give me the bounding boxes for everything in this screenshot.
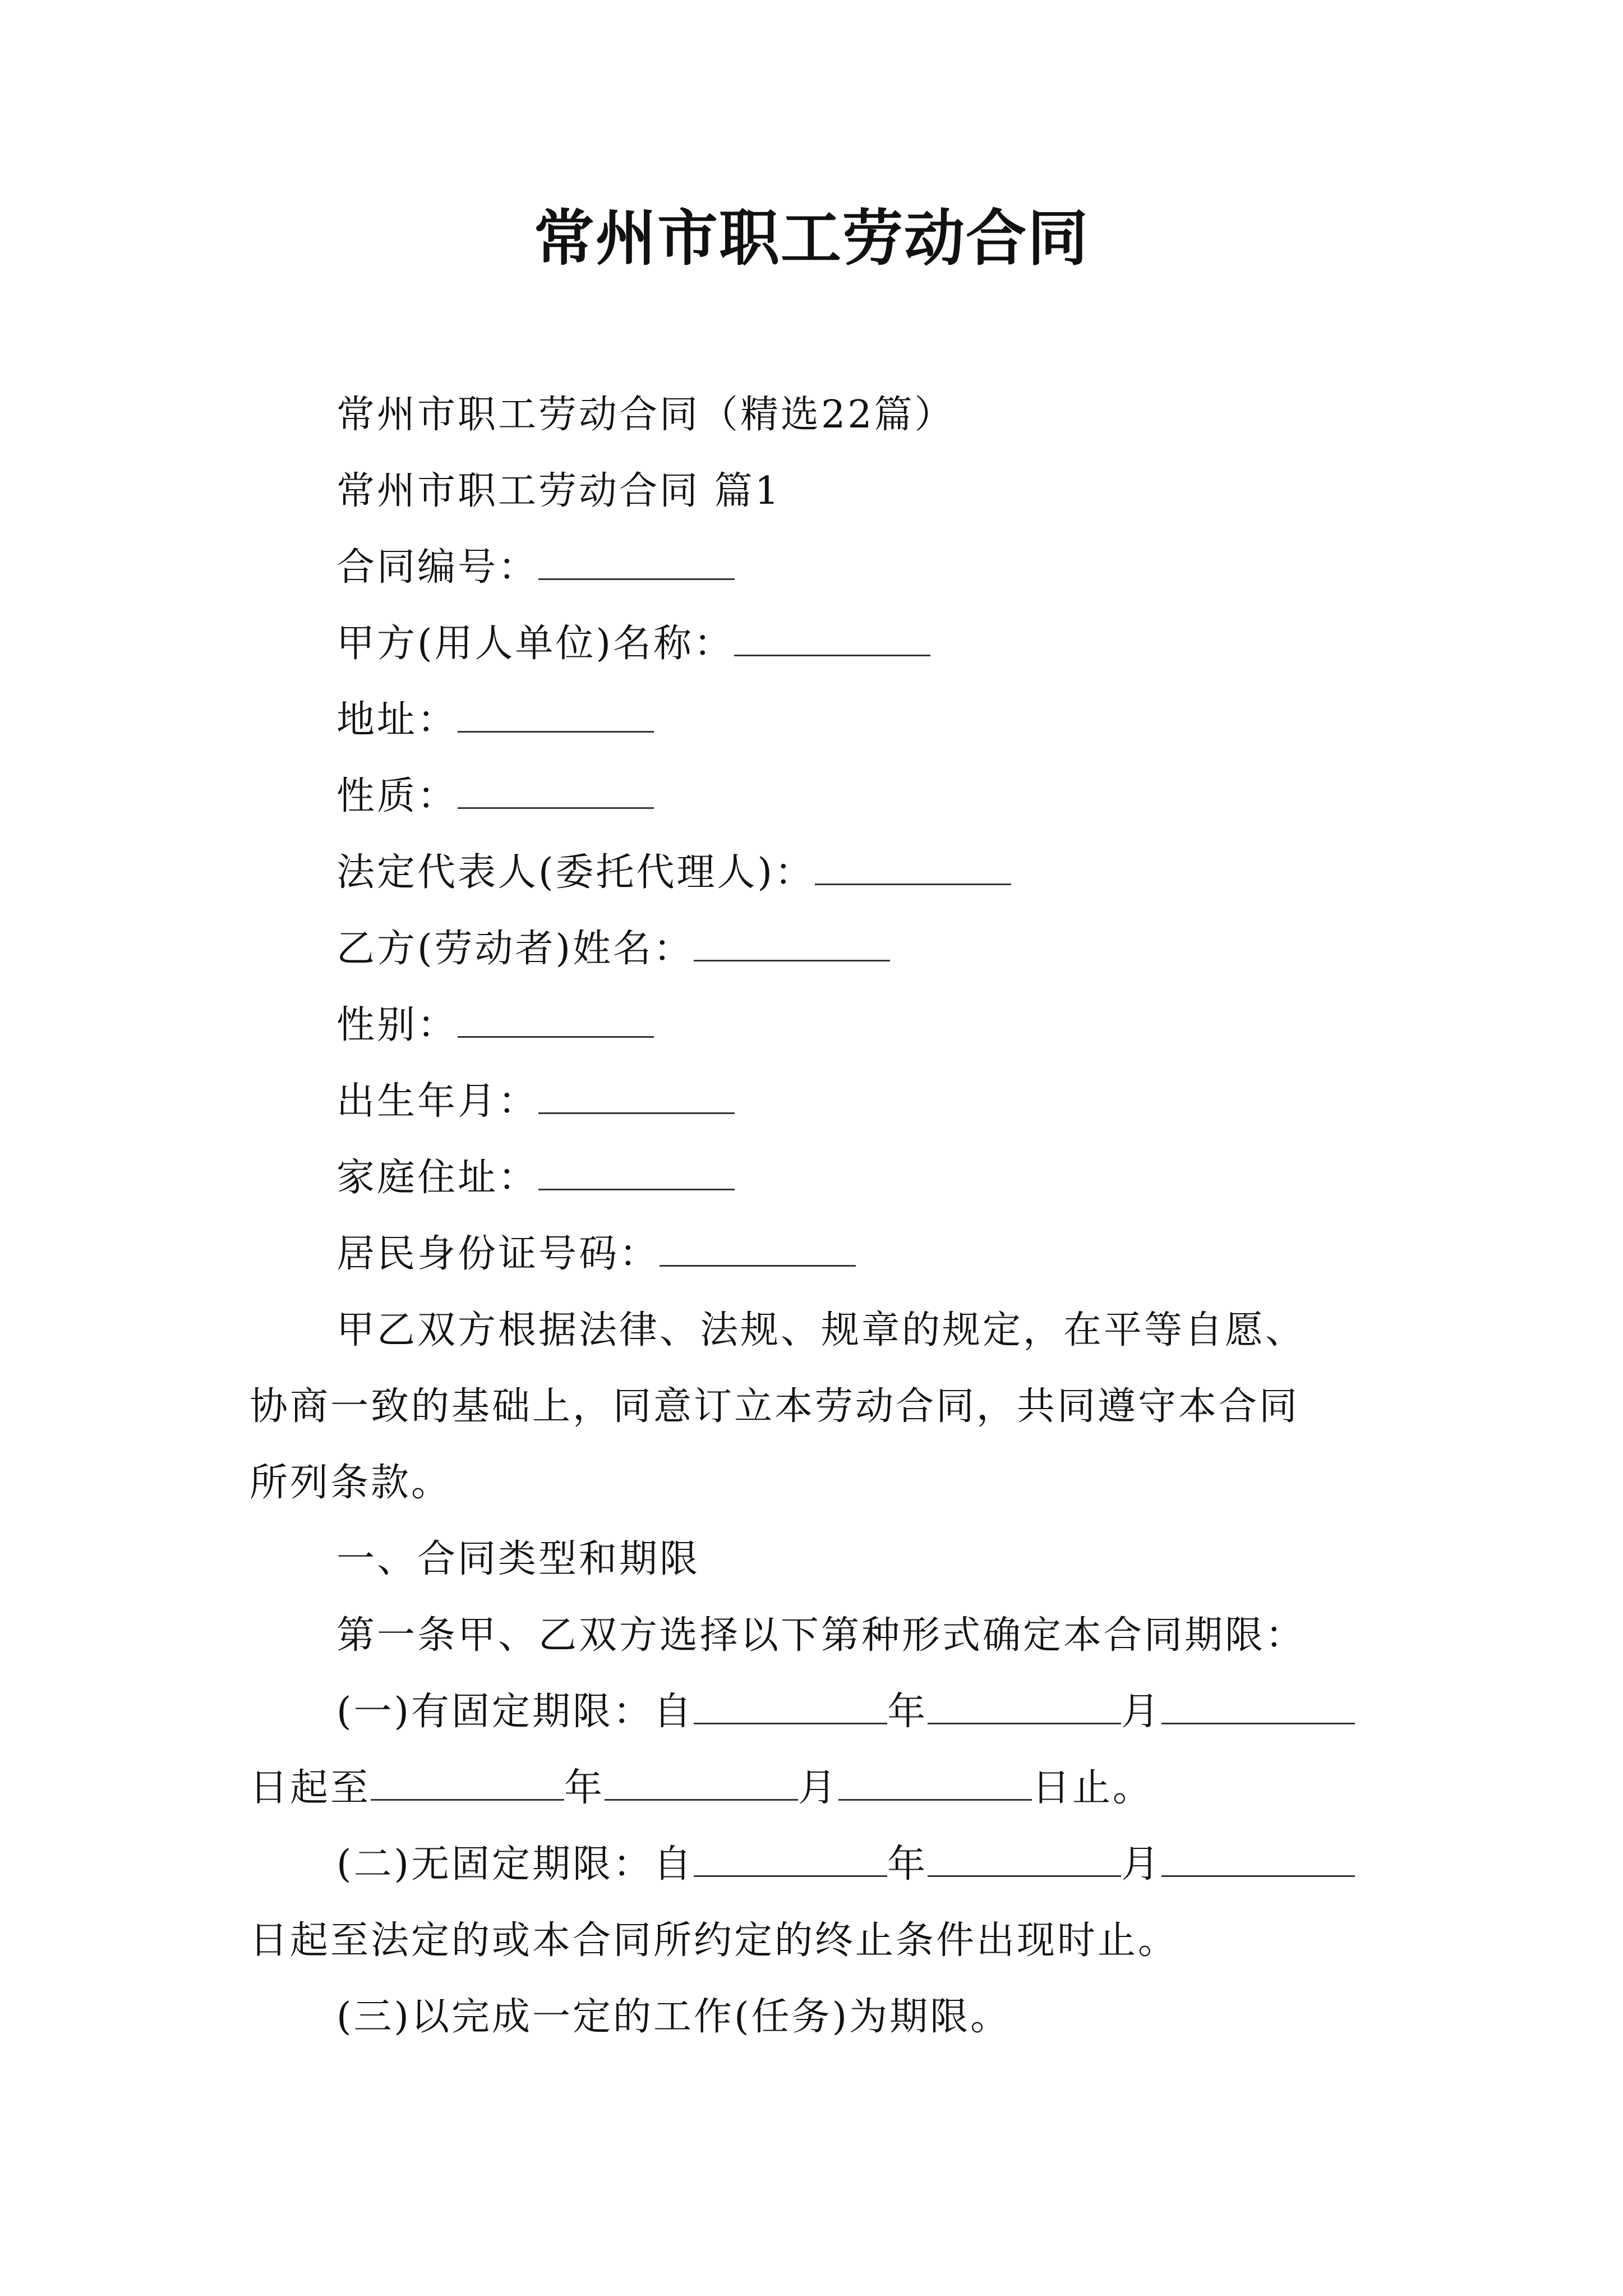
fixed-end-month-label: 月 — [798, 1766, 839, 1810]
article-1-text: 第一条甲、乙双方选择以下第种形式确定本合同期限： — [336, 1613, 1306, 1658]
id-number-row — [336, 1227, 856, 1281]
fixed-term-until: 日起至 — [250, 1766, 371, 1810]
home-address-row — [336, 1151, 735, 1205]
party-b-name-label: 乙方(劳动者)姓名： — [336, 927, 694, 971]
id-number-label: 居民身份证号码： — [336, 1232, 660, 1276]
contract-no-row — [336, 541, 735, 595]
nature-blank — [458, 772, 654, 809]
open-term-prefix: (二)无固定期限：自 — [336, 1842, 694, 1887]
birth-row — [336, 1075, 735, 1129]
fixed-term-prefix: (一)有固定期限：自 — [336, 1690, 694, 1734]
open-start-year-blank — [694, 1841, 887, 1877]
nature-row — [336, 770, 654, 823]
gender-blank — [458, 1001, 654, 1038]
party-a-name-row — [336, 617, 930, 671]
legal-rep-label: 法定代表人(委托代理人)： — [336, 850, 815, 895]
preamble-line-1: 甲乙双方根据法律、法规、规章的规定，在平等自愿、 — [336, 1308, 1306, 1352]
preamble-line-2: 协商一致的基础上，同意订立本劳动合同，共同遵守本合同 — [250, 1384, 1300, 1429]
task-term-row: (三)以完成一定的工作(任务)为期限。 — [336, 1995, 1011, 2039]
legal-rep-blank — [815, 849, 1011, 885]
contract-no-label: 合同编号： — [336, 545, 539, 590]
party-b-name-row — [336, 922, 890, 976]
fixed-end-day-label: 日止。 — [1032, 1766, 1154, 1810]
fixed-month-label: 月 — [1121, 1690, 1162, 1734]
fixed-start-year-blank — [694, 1688, 887, 1724]
fixed-start-day-blank — [1161, 1688, 1355, 1724]
fixed-term-row — [336, 1685, 1355, 1739]
open-term-row — [336, 1838, 1355, 1892]
gender-label: 性别： — [336, 1003, 458, 1047]
open-start-month-blank — [928, 1841, 1121, 1877]
section-1-heading: 一、合同类型和期限 — [336, 1537, 700, 1581]
home-address-label: 家庭住址： — [336, 1156, 539, 1200]
address-label: 地址： — [336, 698, 458, 742]
preamble-line-3: 所列条款。 — [250, 1461, 452, 1505]
party-a-name-label: 甲方(用人单位)名称： — [336, 622, 735, 666]
open-term-row-2: 日起至法定的或本合同所约定的终止条件出现时止。 — [250, 1918, 1179, 1963]
party-b-name-blank — [694, 925, 890, 961]
document-subtitle: 常州市职工劳动合同（精选22篇） — [336, 393, 955, 437]
id-number-blank — [660, 1230, 856, 1267]
party-a-name-blank — [734, 620, 930, 656]
birth-label: 出生年月： — [336, 1079, 539, 1124]
fixed-end-day-blank — [838, 1764, 1032, 1801]
fixed-term-row-2 — [250, 1761, 1153, 1815]
fixed-end-month-blank — [605, 1764, 798, 1801]
contract-no-blank — [538, 544, 735, 580]
open-month-label: 月 — [1121, 1842, 1162, 1887]
fixed-year-label: 年 — [887, 1690, 928, 1734]
legal-rep-row — [336, 846, 1011, 900]
gender-row — [336, 999, 654, 1052]
open-start-day-blank — [1161, 1841, 1355, 1877]
address-blank — [458, 696, 654, 733]
fixed-start-month-blank — [928, 1688, 1121, 1724]
article-heading: 常州市职工劳动合同 篇1 — [336, 469, 781, 513]
nature-label: 性质： — [336, 774, 458, 818]
document-title: 常州市职工劳动合同 — [533, 203, 1089, 274]
open-year-label: 年 — [887, 1842, 928, 1887]
birth-blank — [538, 1078, 735, 1114]
fixed-end-year-blank — [371, 1764, 564, 1801]
fixed-end-year-label: 年 — [564, 1766, 605, 1810]
address-row — [336, 693, 654, 747]
home-address-blank — [538, 1154, 735, 1190]
